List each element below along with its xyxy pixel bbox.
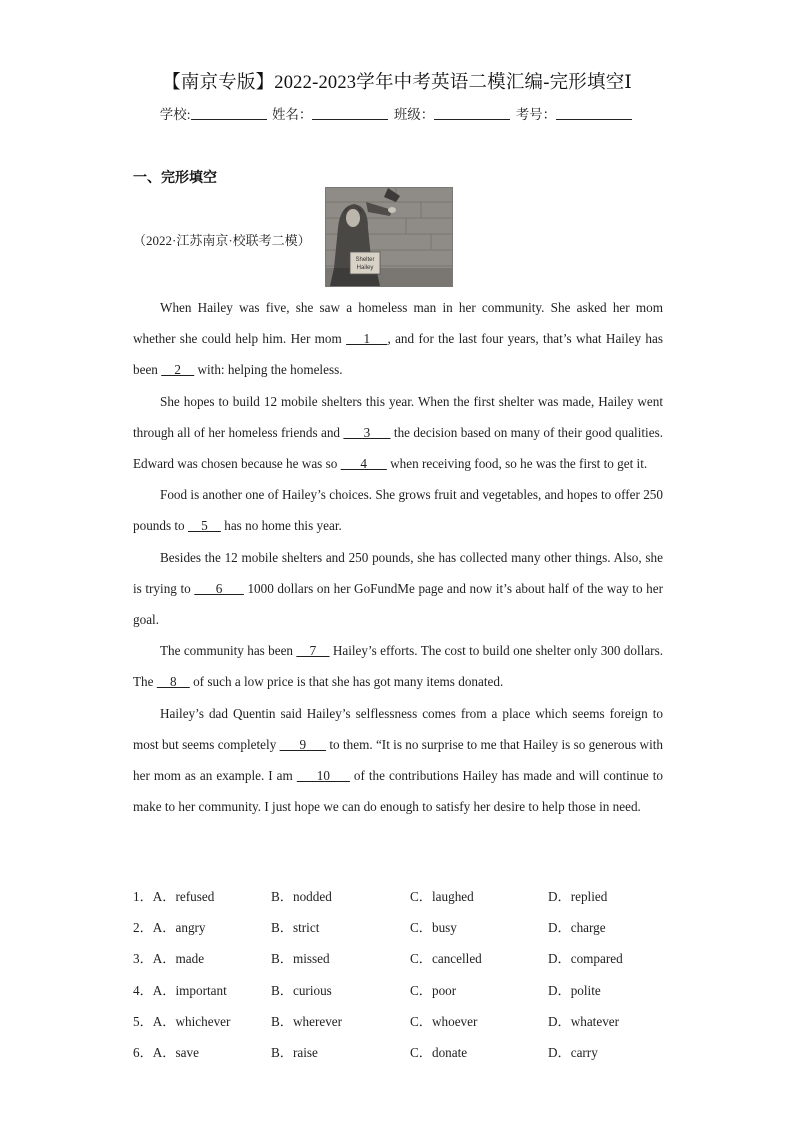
blank-7[interactable]: 7 bbox=[296, 643, 330, 659]
option-6c[interactable]: C．donate bbox=[410, 1044, 468, 1060]
section-title: 一、完形填空 bbox=[133, 169, 217, 185]
option-6b[interactable]: B．raise bbox=[271, 1044, 318, 1060]
homeless-man-photo bbox=[325, 187, 453, 287]
class-label: 班级： bbox=[393, 107, 435, 122]
option-1c[interactable]: C．laughed bbox=[410, 889, 474, 904]
question-5-options bbox=[133, 1010, 673, 1041]
document-title: 【南京专版】2022-2023学年中考英语二模汇编-完形填空Ⅰ bbox=[162, 73, 632, 93]
question-3-options bbox=[133, 947, 673, 978]
option-4b[interactable]: B．curious bbox=[271, 982, 332, 998]
svg-text:Shelter: Shelter bbox=[355, 257, 375, 263]
question-6-options bbox=[133, 1041, 673, 1072]
option-5c[interactable]: C．whoever bbox=[410, 1013, 478, 1029]
number-blank[interactable] bbox=[556, 107, 632, 120]
blank-4[interactable]: 4 bbox=[340, 456, 387, 472]
option-5d[interactable]: D．whatever bbox=[548, 1013, 620, 1029]
answer-options bbox=[133, 885, 673, 1072]
option-2a[interactable]: 2．A．angry bbox=[133, 920, 206, 936]
cloze-passage bbox=[133, 292, 663, 822]
blank-9[interactable]: 9 bbox=[279, 736, 327, 752]
option-6a[interactable]: 6．A．save bbox=[133, 1044, 199, 1060]
photo-illustration bbox=[326, 188, 452, 286]
paragraph-5: The community has been 7 Hailey’s efforts. The cost to build one shelter only 300 dollars. The 8 of such a low price is that she has got many items donated. bbox=[133, 643, 664, 690]
option-2d[interactable]: D．charge bbox=[548, 920, 606, 936]
blank-6[interactable]: 6 bbox=[194, 580, 244, 596]
question-2-options bbox=[133, 916, 673, 947]
blank-8[interactable]: 8 bbox=[156, 674, 190, 690]
school-blank[interactable] bbox=[191, 107, 267, 120]
question-1-options bbox=[133, 885, 673, 916]
option-3c[interactable]: C．cancelled bbox=[410, 951, 482, 967]
name-blank[interactable] bbox=[312, 107, 388, 120]
svg-text:Hailey: Hailey bbox=[356, 265, 374, 271]
paragraph-6: Hailey’s dad Quentin said Hailey’s selflessness comes from a place which seems foreign to most but seems completely 9 to them. “It is no surprise to me that Hailey is so generous with her mom as an example. I am 10 of the contributions Hailey has made and will continue to make to her community. I just hope we can do enough to satisfy her desire to help those in need. bbox=[133, 705, 664, 815]
option-5a[interactable]: 5．A．whichever bbox=[133, 1013, 231, 1029]
number-label: 考号： bbox=[515, 107, 557, 122]
option-5b[interactable]: B．wherever bbox=[271, 1013, 343, 1029]
blank-5[interactable]: 5 bbox=[187, 518, 221, 534]
option-3d[interactable]: D．compared bbox=[548, 951, 623, 967]
option-2c[interactable]: C．busy bbox=[410, 920, 457, 936]
blank-3[interactable]: 3 bbox=[343, 424, 391, 440]
paragraph-4: Besides the 12 mobile shelters and 250 pounds, she has collected many other things. Also, she is trying to 6 1000 dollars on her GoFundMe page and now it’s about half of the way to her goal. bbox=[133, 549, 663, 628]
question-source: （2022·江苏南京·校联考二模） bbox=[133, 233, 311, 248]
paragraph-2: She hopes to build 12 mobile shelters this year. When the first shelter was made, Hailey went through all of her homeless friends and 3 the decision based on many of their good qualities. Edward was chosen because he was so 4 when receiving food, so he was the first to get it. bbox=[133, 393, 663, 472]
blank-1[interactable]: 1 bbox=[346, 331, 388, 347]
option-4c[interactable]: C．poor bbox=[410, 982, 457, 998]
class-blank[interactable] bbox=[434, 107, 510, 120]
option-1d[interactable]: D．replied bbox=[548, 889, 608, 904]
paragraph-3: Food is another one of Hailey’s choices. She grows fruit and vegetables, and hopes to offer 250 pounds to 5 has no home this year. bbox=[133, 487, 663, 534]
student-info-row bbox=[0, 103, 794, 123]
option-1a[interactable]: 1．A．refused bbox=[133, 889, 215, 904]
option-6d[interactable]: D．carry bbox=[548, 1044, 598, 1060]
blank-10[interactable]: 10 bbox=[296, 768, 350, 784]
option-3a[interactable]: 3．A．made bbox=[133, 951, 205, 967]
option-4d[interactable]: D．polite bbox=[548, 982, 601, 998]
name-label: 姓名： bbox=[271, 107, 313, 122]
option-4a[interactable]: 4．A．important bbox=[133, 982, 227, 998]
option-2b[interactable]: B．strict bbox=[271, 920, 320, 936]
blank-2[interactable]: 2 bbox=[161, 362, 195, 378]
option-3b[interactable]: B．missed bbox=[271, 951, 330, 967]
school-label: 学校: bbox=[159, 107, 191, 122]
question-4-options bbox=[133, 979, 673, 1010]
paragraph-1: When Hailey was five, she saw a homeless man in her community. She asked her mom whether she could help him. Her mom 1 , and for the last four years, that’s what Hailey has been 2 with: helping the homeless. bbox=[133, 300, 663, 378]
option-1b[interactable]: B．nodded bbox=[271, 889, 332, 904]
